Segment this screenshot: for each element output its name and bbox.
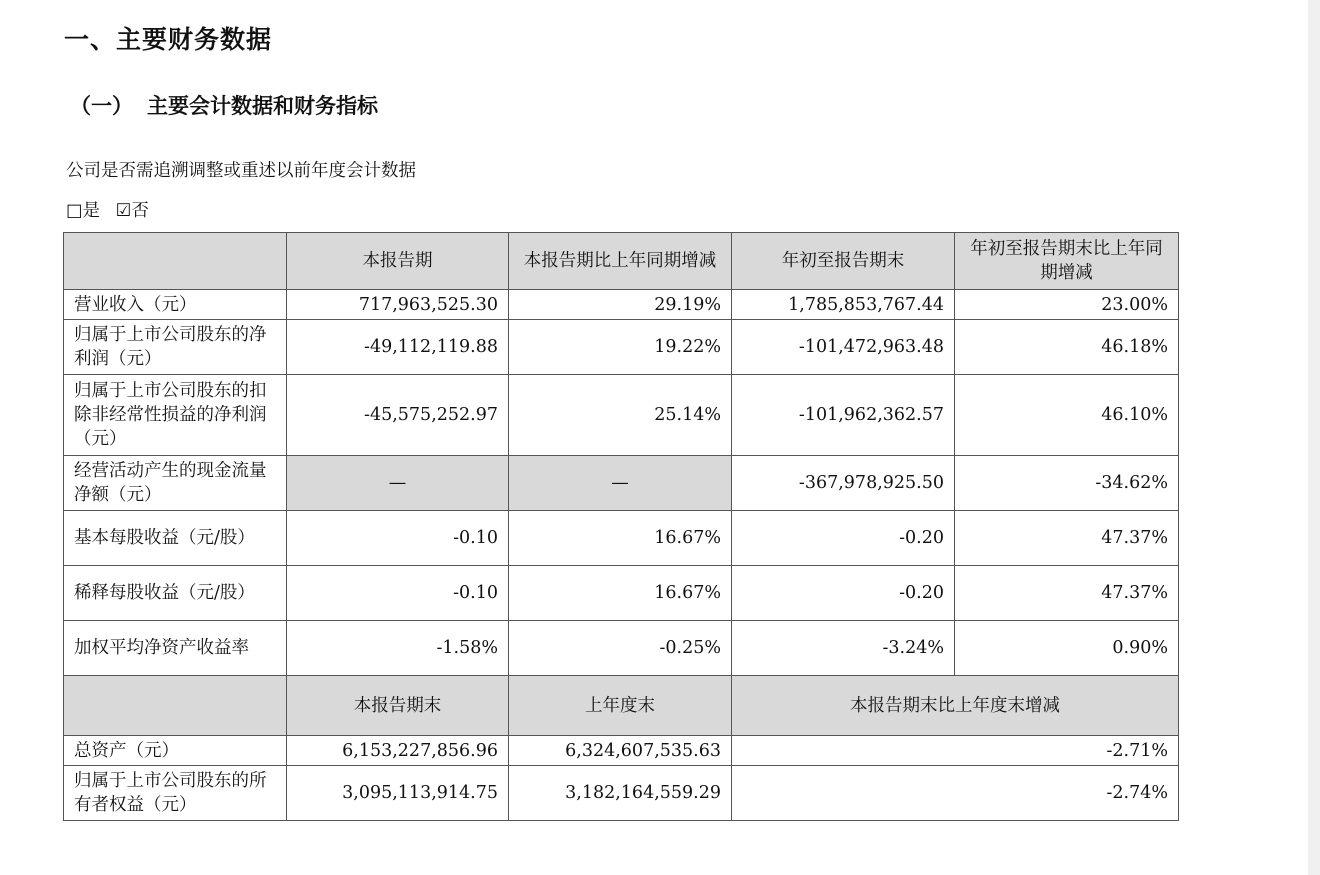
column-header: 本报告期末 xyxy=(287,676,509,736)
option-no xyxy=(116,201,149,221)
row-label: 总资产（元） xyxy=(64,736,287,766)
value-cell: 6,324,607,535.63 xyxy=(509,736,732,766)
header-corner-cell xyxy=(64,676,287,736)
table-row xyxy=(64,566,1179,621)
option-no-label: 否 xyxy=(131,201,149,221)
column-header: 本报告期末比上年度末增减 xyxy=(732,676,1179,736)
column-header: 上年度末 xyxy=(509,676,732,736)
value-cell: -0.10 xyxy=(287,511,509,566)
unchecked-box-icon: □ xyxy=(66,201,83,221)
table-row xyxy=(64,766,1179,821)
value-cell: 6,153,227,856.96 xyxy=(287,736,509,766)
vertical-scrollbar[interactable] xyxy=(1308,0,1320,875)
value-cell: 3,095,113,914.75 xyxy=(287,766,509,821)
column-header: 本报告期比上年同期增减 xyxy=(509,233,732,290)
value-cell: -101,472,963.48 xyxy=(732,320,955,375)
option-yes-label: 是 xyxy=(82,201,101,221)
financial-data-table xyxy=(63,232,1179,821)
subsection-title: 主要会计数据和财务指标 xyxy=(147,94,378,118)
table-row xyxy=(64,511,1179,566)
subsection-heading xyxy=(70,90,378,120)
value-cell: -0.25% xyxy=(509,621,732,676)
value-cell: 16.67% xyxy=(509,511,732,566)
table-row xyxy=(64,456,1179,511)
value-cell: 1,785,853,767.44 xyxy=(732,290,955,320)
value-cell: -34.62% xyxy=(955,456,1179,511)
value-cell: 29.19% xyxy=(509,290,732,320)
column-header: 年初至报告期末 xyxy=(732,233,955,290)
table-row xyxy=(64,375,1179,456)
row-label: 归属于上市公司股东的扣除非经常性损益的净利润（元） xyxy=(64,375,287,456)
table-header-row xyxy=(64,233,1179,290)
value-cell: -2.71% xyxy=(732,736,1179,766)
value-cell: 47.37% xyxy=(955,511,1179,566)
value-cell: 47.37% xyxy=(955,566,1179,621)
row-label: 加权平均净资产收益率 xyxy=(64,621,287,676)
value-cell: 717,963,525.30 xyxy=(287,290,509,320)
row-label: 基本每股收益（元/股） xyxy=(64,511,287,566)
value-cell: — xyxy=(509,456,732,511)
checked-box-icon: ☑ xyxy=(115,201,132,221)
value-cell: 0.90% xyxy=(955,621,1179,676)
value-cell: -45,575,252.97 xyxy=(287,375,509,456)
value-cell: — xyxy=(287,456,509,511)
value-cell: 46.10% xyxy=(955,375,1179,456)
value-cell: 46.18% xyxy=(955,320,1179,375)
row-label: 稀释每股收益（元/股） xyxy=(64,566,287,621)
row-label: 归属于上市公司股东的所有者权益（元） xyxy=(64,766,287,821)
value-cell: -0.20 xyxy=(732,511,955,566)
table-row xyxy=(64,290,1179,320)
value-cell: -3.24% xyxy=(732,621,955,676)
column-header: 年初至报告期末比上年同期增减 xyxy=(955,233,1179,290)
row-label: 归属于上市公司股东的净利润（元） xyxy=(64,320,287,375)
row-label: 经营活动产生的现金流量净额（元） xyxy=(64,456,287,511)
option-yes xyxy=(66,201,100,221)
section-heading: 一、主要财务数据 xyxy=(64,25,273,54)
table-header-row xyxy=(64,676,1179,736)
value-cell: 3,182,164,559.29 xyxy=(509,766,732,821)
value-cell: -367,978,925.50 xyxy=(732,456,955,511)
value-cell: -0.20 xyxy=(732,566,955,621)
column-header: 本报告期 xyxy=(287,233,509,290)
table-row xyxy=(64,736,1179,766)
value-cell: -49,112,119.88 xyxy=(287,320,509,375)
table-row xyxy=(64,320,1179,375)
value-cell: 23.00% xyxy=(955,290,1179,320)
header-corner-cell xyxy=(64,233,287,290)
value-cell: -1.58% xyxy=(287,621,509,676)
value-cell: -101,962,362.57 xyxy=(732,375,955,456)
restate-answer xyxy=(66,197,159,222)
value-cell: 16.67% xyxy=(509,566,732,621)
value-cell: -2.74% xyxy=(732,766,1179,821)
value-cell: 25.14% xyxy=(509,375,732,456)
value-cell: -0.10 xyxy=(287,566,509,621)
value-cell: 19.22% xyxy=(509,320,732,375)
subsection-number: （一） xyxy=(70,94,133,118)
restate-question: 公司是否需追溯调整或重述以前年度会计数据 xyxy=(66,161,416,181)
row-label: 营业收入（元） xyxy=(64,290,287,320)
table-row xyxy=(64,621,1179,676)
